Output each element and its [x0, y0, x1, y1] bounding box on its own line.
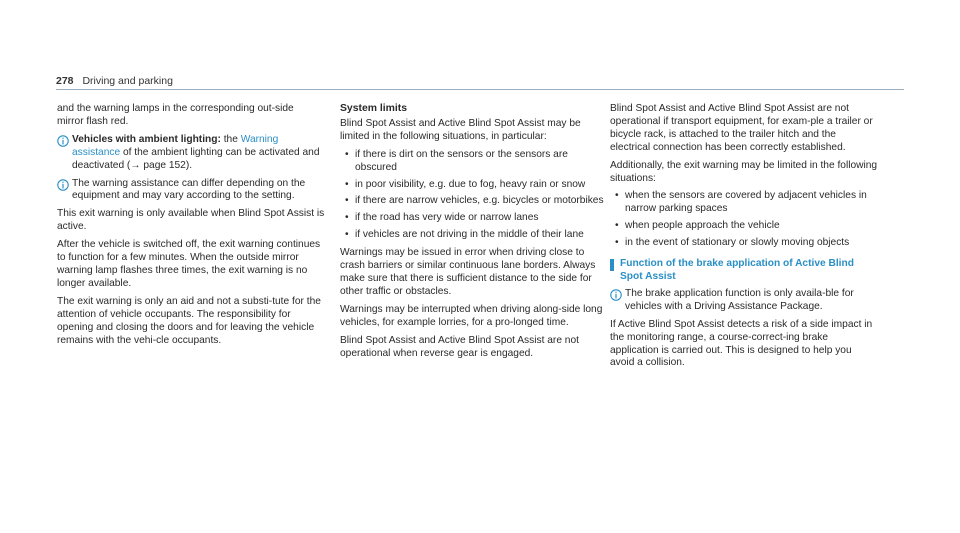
- info-icon: [57, 135, 69, 147]
- paragraph: Blind Spot Assist and Active Blind Spot Assist are not operational if transport equipment, for exam-ple a trailer or bicycle rack, is attached to the trailer hitch and the electrical connection has been correctly established.: [610, 103, 873, 153]
- header-rule: [56, 89, 904, 90]
- warning-assistance-link[interactable]: Warning assistance: [72, 133, 279, 158]
- list-item: • in the event of stationary or slowly moving objects: [610, 237, 878, 250]
- column-2: [340, 103, 608, 365]
- section-heading-text: Function of the brake application of Active Blind Spot Assist: [620, 258, 854, 282]
- note-text: the: [220, 133, 241, 145]
- paragraph: If Active Blind Spot Assist detects a risk of a side impact in the monitoring range, a course-correct-ing brake application is carried out. This is designed to help you avoid a collision.: [610, 318, 873, 369]
- list-item: • in poor visibility, e.g. due to fog, heavy rain or snow: [340, 179, 608, 192]
- page-header: [56, 75, 173, 88]
- paragraph: After the vehicle is switched off, the exit warning continues to function for a few minutes. When the outside mirror warning lamp flashes three times, the exit warning is no longer available.: [57, 239, 321, 289]
- note-label: Vehicles with ambient lighting:: [72, 133, 221, 145]
- column-3: [610, 103, 878, 375]
- paragraph: and the warning lamps in the corresponding out-side mirror flash red.: [57, 103, 294, 127]
- section-bar: [610, 259, 614, 271]
- note-brake-application: [610, 288, 878, 314]
- info-icon: [610, 289, 622, 301]
- list-item: • if the road has very wide or narrow lanes: [340, 212, 608, 225]
- arrow-icon: →: [130, 159, 141, 171]
- heading-system-limits: System limits: [340, 103, 407, 114]
- list-item: • if there are narrow vehicles, e.g. bicycles or motorbikes: [340, 195, 608, 208]
- note-text: The brake application function is only availa-ble for vehicles with a Driving Assistance Package.: [625, 287, 854, 312]
- paragraph: Blind Spot Assist and Active Blind Spot Assist may be limited in the following situations, in particular:: [340, 117, 581, 142]
- page-ref-link[interactable]: page 152).: [140, 159, 193, 171]
- info-icon: [57, 179, 69, 191]
- list-item: • when the sensors are covered by adjacent vehicles in narrow parking spaces: [610, 190, 878, 216]
- note-text: The warning assistance can differ depending on the equipment and may vary according to the setting.: [72, 177, 306, 202]
- note-text: of the ambient lighting can be activated and deactivated (: [72, 146, 320, 171]
- list-item: • if there is dirt on the sensors or the sensors are obscured: [340, 149, 608, 175]
- list-item: • when people approach the vehicle: [610, 220, 878, 233]
- page-number: 278: [56, 75, 74, 87]
- exit-warning-limits-list: [610, 190, 878, 250]
- list-item: • if vehicles are not driving in the middle of their lane: [340, 229, 608, 242]
- limits-list: [340, 149, 608, 242]
- paragraph: Warnings may be issued in error when driving close to crash barriers or similar continuous lane borders. Always make sure that there is sufficient distance to the side for other traffic or obstacles.: [340, 247, 596, 297]
- section-heading: [610, 258, 878, 284]
- paragraph: Blind Spot Assist and Active Blind Spot Assist are not operational when reverse gear is engaged.: [340, 334, 579, 359]
- paragraph: The exit warning is only an aid and not a substi-tute for the attention of vehicle occupants. The responsibility for opening and closing the doors and for leaving the vehicle remains with the vehi-cle occupants.: [57, 295, 321, 346]
- note-warning-assistance: [57, 178, 325, 204]
- paragraph: Warnings may be interrupted when driving along-side long vehicles, for example lorries, for a pro-longed time.: [340, 303, 603, 328]
- paragraph: This exit warning is only available when Blind Spot Assist is active.: [57, 208, 325, 233]
- note-ambient-lighting: [57, 134, 325, 173]
- section-title: Driving and parking: [82, 75, 173, 87]
- paragraph: Additionally, the exit warning may be limited in the following situations:: [610, 159, 878, 184]
- column-1: [57, 103, 325, 352]
